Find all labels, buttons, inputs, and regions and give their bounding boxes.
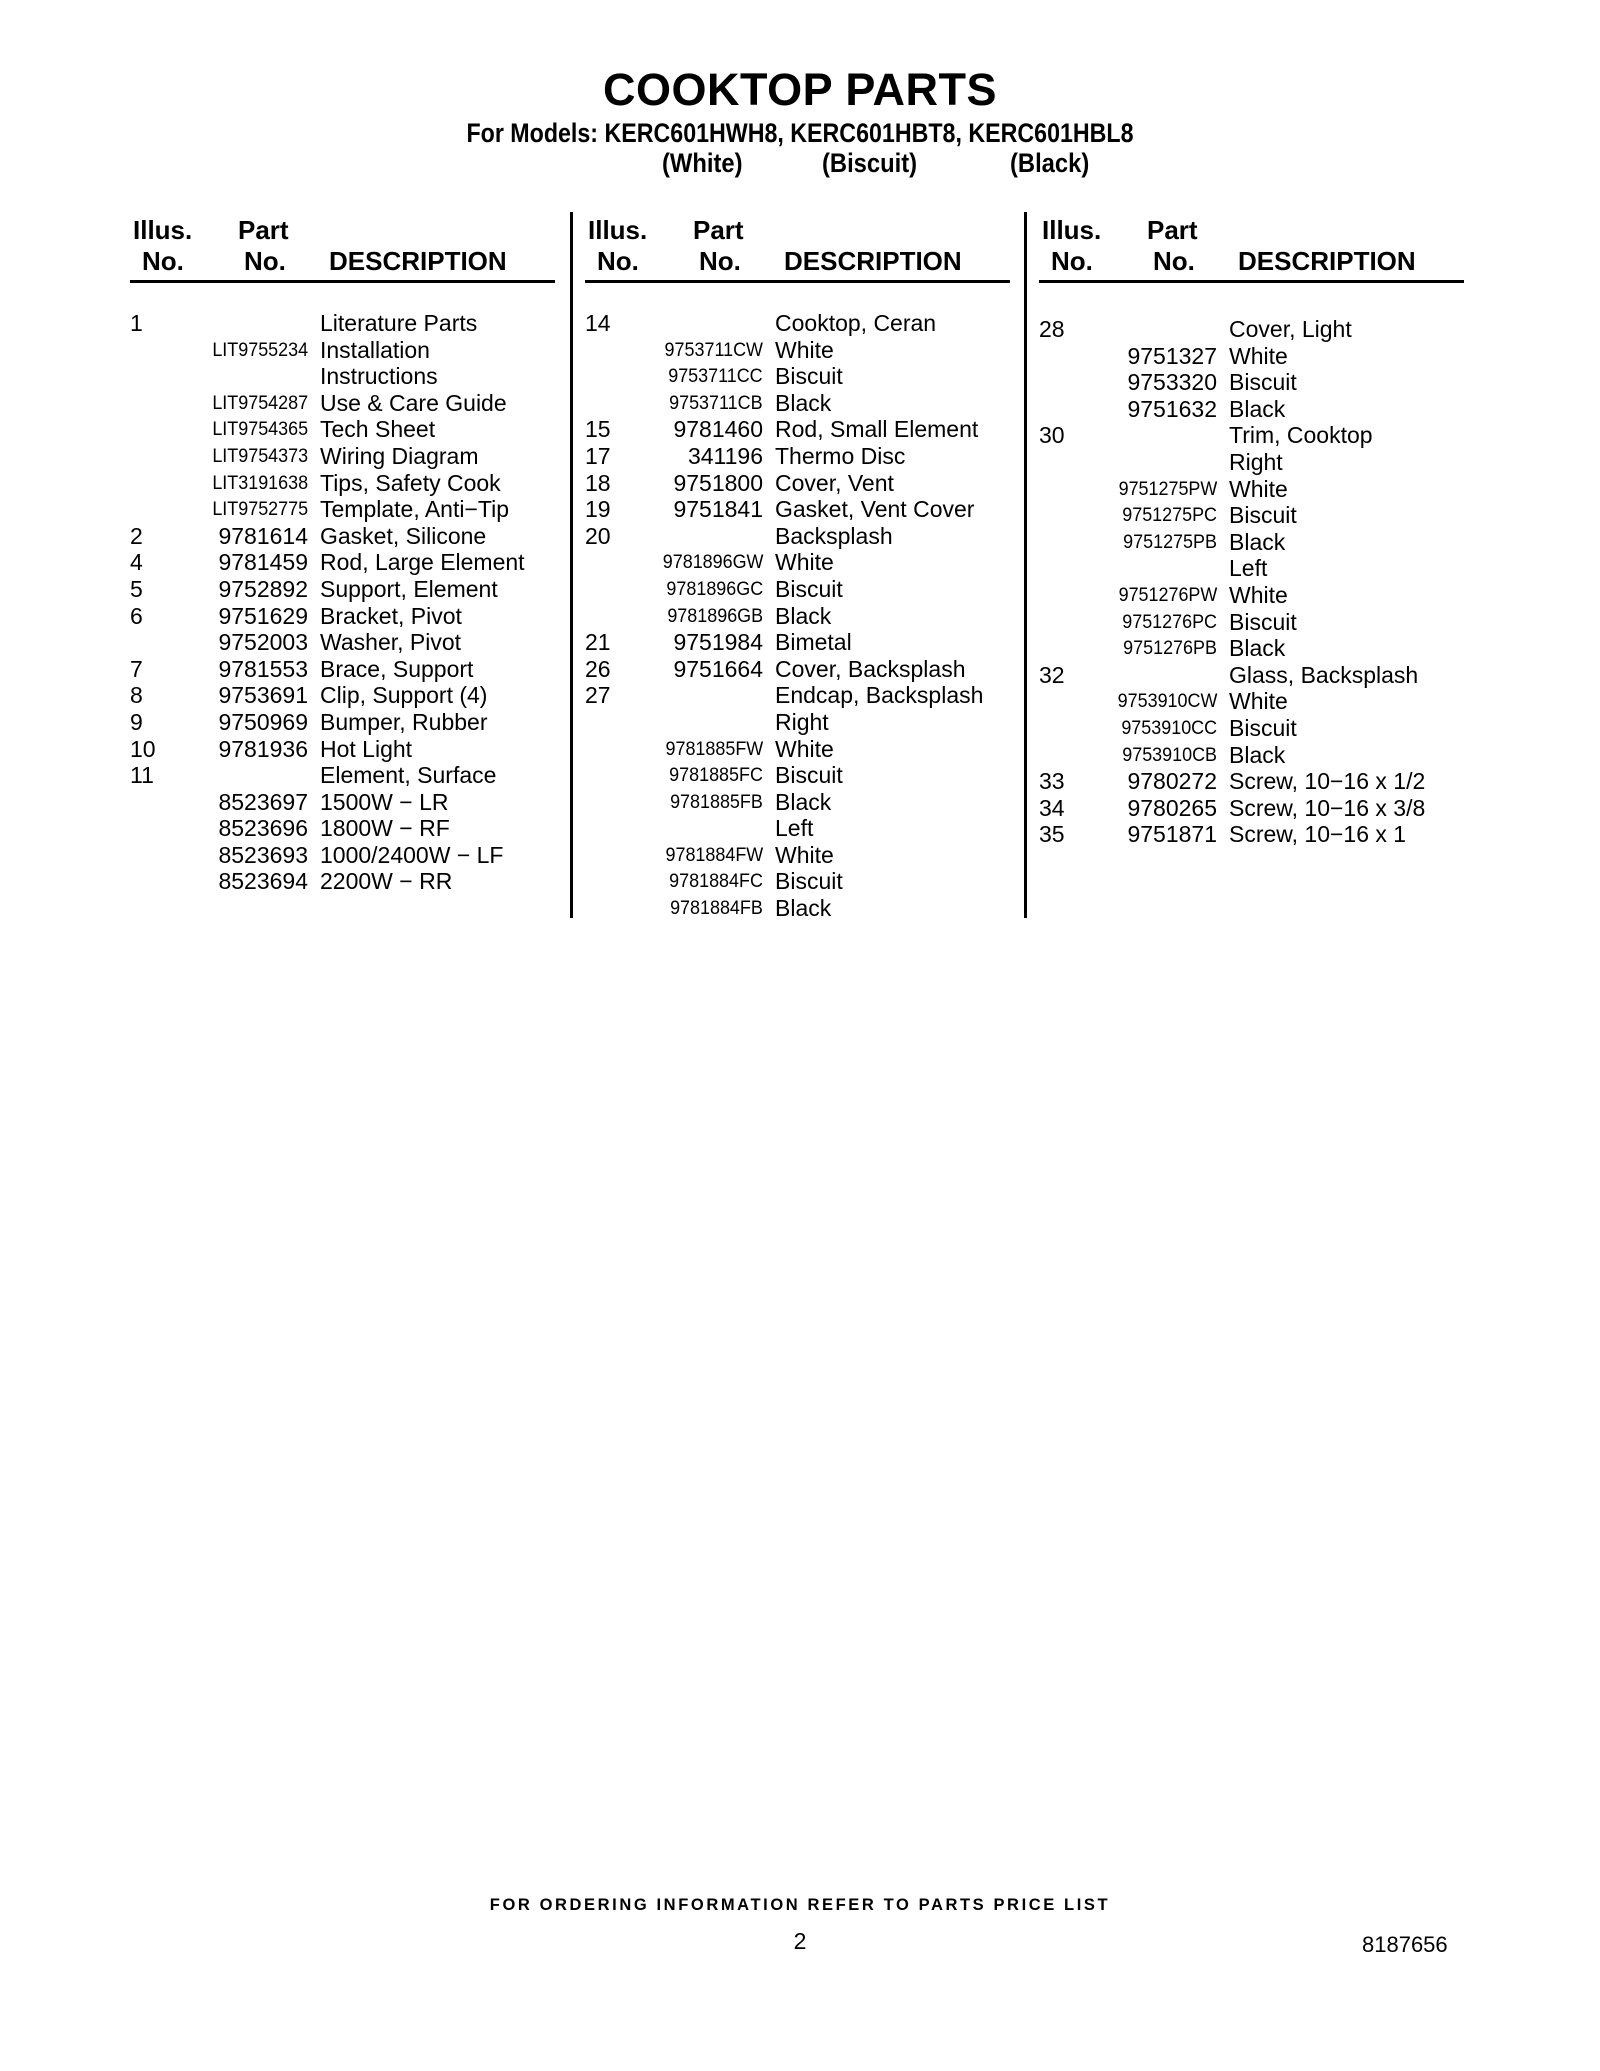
illus-number: 10 (130, 735, 156, 762)
part-description: Biscuit (775, 868, 843, 895)
parts-column-3 (1039, 212, 1464, 848)
parts-row (130, 576, 555, 603)
part-number: 9781885FB (670, 790, 763, 813)
part-description: Glass, Backsplash (1229, 661, 1419, 688)
part-description: Screw, 10−16 x 3/8 (1229, 794, 1426, 821)
part-header-top: Part (693, 215, 744, 245)
part-number: 9780272 (1127, 768, 1217, 795)
part-description: Biscuit (1229, 608, 1297, 635)
illus-number: 32 (1039, 661, 1065, 688)
part-number: 9781896GW (662, 551, 763, 574)
part-description: Right (775, 708, 829, 735)
parts-row (1039, 795, 1464, 822)
part-number: 341196 (687, 442, 763, 469)
part-number: 9781885FC (669, 764, 763, 787)
parts-column-2 (585, 212, 1010, 922)
part-number: 9781459 (218, 549, 308, 576)
illus-number: 6 (130, 602, 143, 629)
parts-row (130, 629, 555, 656)
part-description: Bumper, Rubber (320, 708, 488, 735)
parts-row (1039, 582, 1464, 609)
part-number: 9753711CW (664, 338, 763, 361)
part-number: 9781896GB (667, 604, 763, 627)
parts-row (585, 709, 1010, 736)
part-number: 9750969 (218, 708, 308, 735)
parts-row (1039, 609, 1464, 636)
part-number: 9781896GC (666, 577, 763, 600)
part-description: Biscuit (1229, 369, 1297, 396)
part-description: White (775, 336, 834, 363)
illus-number: 11 (130, 762, 154, 789)
illus-number: 7 (130, 655, 143, 682)
part-number: 9781936 (218, 735, 308, 762)
part-number: LIT9755234 (212, 338, 308, 361)
parts-row (585, 789, 1010, 816)
part-number: 9751275PC (1122, 504, 1217, 527)
parts-row (1039, 316, 1464, 343)
part-description: White (1229, 475, 1288, 502)
part-description: Cover, Vent (775, 469, 894, 496)
parts-row (1039, 369, 1464, 396)
parts-row (585, 842, 1010, 869)
part-description: Rod, Small Element (775, 416, 979, 443)
part-description: White (775, 549, 834, 576)
parts-row (130, 337, 555, 364)
parts-column-1 (130, 212, 555, 895)
parts-row (585, 895, 1010, 922)
part-description: Screw, 10−16 x 1 (1229, 821, 1407, 848)
part-description: Biscuit (775, 363, 843, 390)
illus-number: 8 (130, 682, 143, 709)
illus-number: 27 (585, 682, 611, 709)
parts-row (130, 603, 555, 630)
illus-number: 5 (130, 575, 143, 602)
part-number: 9781884FC (669, 870, 763, 893)
part-description: Right (1229, 448, 1283, 475)
description-header: DESCRIPTION (784, 246, 962, 276)
parts-row (585, 603, 1010, 630)
part-number: 9753320 (1127, 369, 1217, 396)
parts-row (1039, 821, 1464, 848)
part-number: 9752003 (218, 629, 308, 656)
part-description: Biscuit (1229, 714, 1297, 741)
part-description: Support, Element (320, 575, 498, 602)
part-number: 9751664 (673, 655, 763, 682)
part-description: 2200W − RR (320, 868, 453, 895)
part-description: Endcap, Backsplash (775, 682, 984, 709)
description-header: DESCRIPTION (329, 246, 507, 276)
part-description: Black (1229, 528, 1286, 555)
document-number: 8187656 (1362, 1932, 1448, 1957)
part-number: 9751871 (1127, 821, 1217, 848)
part-number: 9781553 (218, 655, 308, 682)
part-number: 9751327 (1127, 342, 1217, 369)
parts-row (585, 549, 1010, 576)
parts-row (585, 363, 1010, 390)
parts-row (585, 443, 1010, 470)
part-description: Black (775, 788, 832, 815)
part-number: LIT9754287 (212, 391, 308, 414)
parts-row (1039, 343, 1464, 370)
illus-number: 18 (585, 469, 611, 496)
part-description: Literature Parts (320, 310, 478, 336)
illus-number: 19 (585, 496, 611, 523)
parts-rows (1039, 316, 1464, 848)
part-description: Template, Anti−Tip (320, 496, 509, 523)
illus-number: 21 (585, 629, 611, 656)
illus-number: 15 (585, 416, 611, 443)
parts-row (130, 682, 555, 709)
illus-number: 17 (585, 442, 611, 469)
part-description: Instructions (320, 363, 438, 390)
part-description: Black (1229, 395, 1286, 422)
parts-row (1039, 688, 1464, 715)
parts-row (1039, 662, 1464, 689)
column-divider-1 (570, 212, 573, 918)
parts-row (130, 443, 555, 470)
part-number: 9751276PC (1122, 610, 1217, 633)
part-description: Rod, Large Element (320, 549, 525, 576)
part-number: 9781885FW (665, 737, 763, 760)
parts-row (1039, 396, 1464, 423)
illus-number: 1 (130, 310, 143, 336)
parts-row (130, 523, 555, 550)
part-header-bottom: No. (1153, 246, 1195, 276)
parts-row (1039, 555, 1464, 582)
part-description: Clip, Support (4) (320, 682, 488, 709)
ordering-note: FOR ORDERING INFORMATION REFER TO PARTS PRICE LIST (489, 1896, 1111, 1914)
part-description: Bracket, Pivot (320, 602, 462, 629)
part-description: White (1229, 581, 1288, 608)
color-label-white: (White) (662, 148, 743, 178)
part-description: Black (775, 389, 832, 416)
parts-row (585, 629, 1010, 656)
part-number: 9780265 (1127, 794, 1217, 821)
part-number: 9753910CW (1117, 690, 1217, 713)
parts-row (1039, 742, 1464, 769)
part-description: Tips, Safety Cook (320, 469, 501, 496)
parts-row (130, 416, 555, 443)
part-number: 9751841 (673, 496, 763, 523)
illus-header-bottom: No. (597, 246, 639, 276)
color-label-black: (Black) (1010, 148, 1090, 178)
parts-row (585, 868, 1010, 895)
parts-row (130, 842, 555, 869)
illus-number: 4 (130, 549, 143, 576)
parts-row (585, 496, 1010, 523)
part-number: 9751629 (218, 602, 308, 629)
part-description: Black (1229, 635, 1286, 662)
part-header-top: Part (238, 215, 289, 245)
part-description: Left (1229, 555, 1268, 582)
parts-row (130, 815, 555, 842)
illus-number: 2 (130, 522, 143, 549)
parts-row (130, 390, 555, 417)
part-number: 8523694 (218, 868, 308, 895)
part-number: 9753711CB (669, 391, 763, 414)
part-number: LIT9754365 (212, 418, 308, 441)
parts-row (130, 789, 555, 816)
part-description: Hot Light (320, 735, 413, 762)
column-header (1039, 212, 1464, 283)
part-number: 9751984 (673, 629, 763, 656)
parts-row (130, 868, 555, 895)
column-divider-2 (1024, 212, 1027, 918)
parts-row (1039, 422, 1464, 449)
illus-header-top: Illus. (588, 215, 648, 245)
part-number: 9781614 (218, 522, 308, 549)
part-description: Brace, Support (320, 655, 474, 682)
part-description: Trim, Cooktop (1229, 422, 1373, 449)
parts-row (1039, 449, 1464, 476)
part-number: LIT9752775 (212, 498, 308, 521)
parts-row (585, 682, 1010, 709)
illus-header-top: Illus. (1042, 215, 1102, 245)
parts-row (1039, 476, 1464, 503)
parts-row (130, 496, 555, 523)
part-description: Biscuit (775, 575, 843, 602)
parts-row (130, 736, 555, 763)
part-number: 9753691 (218, 682, 308, 709)
part-number: 8523697 (218, 788, 308, 815)
parts-row (585, 736, 1010, 763)
part-number: 9752892 (218, 575, 308, 602)
part-description: 1800W − RF (320, 815, 450, 842)
part-number: 9751276PB (1123, 637, 1217, 660)
illus-number: 9 (130, 708, 143, 735)
part-description: Black (775, 895, 832, 922)
description-header: DESCRIPTION (1238, 246, 1416, 276)
part-description: Left (775, 815, 814, 842)
illus-header-top: Illus. (133, 215, 193, 245)
illus-number: 26 (585, 655, 611, 682)
part-description: Tech Sheet (320, 416, 436, 443)
parts-row (130, 762, 555, 789)
parts-row (130, 470, 555, 497)
parts-row (130, 310, 555, 337)
parts-row (1039, 768, 1464, 795)
part-description: White (775, 841, 834, 868)
part-number: 9781884FB (670, 897, 763, 920)
parts-row (130, 549, 555, 576)
parts-row (1039, 715, 1464, 742)
part-number: 8523696 (218, 815, 308, 842)
parts-row (585, 762, 1010, 789)
parts-rows (130, 310, 555, 895)
parts-row (585, 815, 1010, 842)
part-description: Gasket, Silicone (320, 522, 487, 549)
illus-number: 28 (1039, 316, 1065, 342)
part-description: Backsplash (775, 522, 893, 549)
illus-number: 33 (1039, 768, 1065, 795)
parts-row (585, 576, 1010, 603)
part-number: 9751275PW (1118, 477, 1217, 500)
part-number: 9753910CC (1121, 716, 1217, 739)
part-number: 9751800 (673, 469, 763, 496)
parts-row (130, 709, 555, 736)
parts-rows (585, 310, 1010, 922)
color-label-biscuit: (Biscuit) (822, 148, 918, 178)
parts-row (1039, 529, 1464, 556)
part-description: Cover, Light (1229, 316, 1352, 342)
part-description: White (1229, 342, 1288, 369)
parts-row (585, 523, 1010, 550)
part-description: Cooktop, Ceran (775, 310, 937, 336)
parts-row (130, 363, 555, 390)
part-description: Bimetal (775, 629, 852, 656)
part-number: 9781884FW (665, 843, 763, 866)
illus-number: 34 (1039, 794, 1065, 821)
illus-number: 30 (1039, 422, 1065, 449)
parts-row (585, 416, 1010, 443)
part-description: Black (1229, 741, 1286, 768)
page-title: COOKTOP PARTS (602, 64, 998, 115)
part-number: 9751276PW (1118, 583, 1217, 606)
illus-header-bottom: No. (142, 246, 184, 276)
part-description: Gasket, Vent Cover (775, 496, 975, 523)
part-number: 9753910CB (1122, 743, 1217, 766)
part-description: Thermo Disc (775, 442, 906, 469)
parts-row (1039, 635, 1464, 662)
part-header-bottom: No. (244, 246, 286, 276)
part-description: Use & Care Guide (320, 389, 507, 416)
part-number: 9753711CC (668, 365, 763, 388)
part-number: 9751275PB (1123, 530, 1217, 553)
part-number: 8523693 (218, 841, 308, 868)
illus-number: 35 (1039, 821, 1065, 848)
column-header (130, 212, 555, 283)
part-description: Screw, 10−16 x 1/2 (1229, 768, 1426, 795)
column-header (585, 212, 1010, 283)
part-description: 1000/2400W − LF (320, 841, 504, 868)
part-description: Biscuit (1229, 502, 1297, 529)
parts-row (585, 390, 1010, 417)
illus-header-bottom: No. (1051, 246, 1093, 276)
models-subtitle: For Models: KERC601HWH8, KERC601HBT8, KERC601HBL8 (466, 118, 1134, 148)
parts-row (130, 656, 555, 683)
illus-number: 14 (585, 310, 611, 336)
page-number: 2 (793, 1928, 807, 1954)
part-header-top: Part (1147, 215, 1198, 245)
parts-row (585, 310, 1010, 337)
part-number: 9751632 (1127, 395, 1217, 422)
parts-row (585, 470, 1010, 497)
part-description: Installation (320, 336, 430, 363)
parts-row (585, 337, 1010, 364)
part-description: Biscuit (775, 762, 843, 789)
part-description: Cover, Backsplash (775, 655, 966, 682)
part-number: LIT9754373 (212, 444, 308, 467)
part-description: Black (775, 602, 832, 629)
part-description: White (775, 735, 834, 762)
part-header-bottom: No. (699, 246, 741, 276)
parts-row (585, 656, 1010, 683)
part-description: Wiring Diagram (320, 442, 479, 469)
part-number: 9781460 (673, 416, 763, 443)
part-description: 1500W − LR (320, 788, 449, 815)
parts-row (1039, 502, 1464, 529)
part-description: Washer, Pivot (320, 629, 462, 656)
part-description: Element, Surface (320, 762, 497, 789)
part-number: LIT3191638 (212, 471, 308, 494)
part-description: White (1229, 688, 1288, 715)
illus-number: 20 (585, 522, 611, 549)
